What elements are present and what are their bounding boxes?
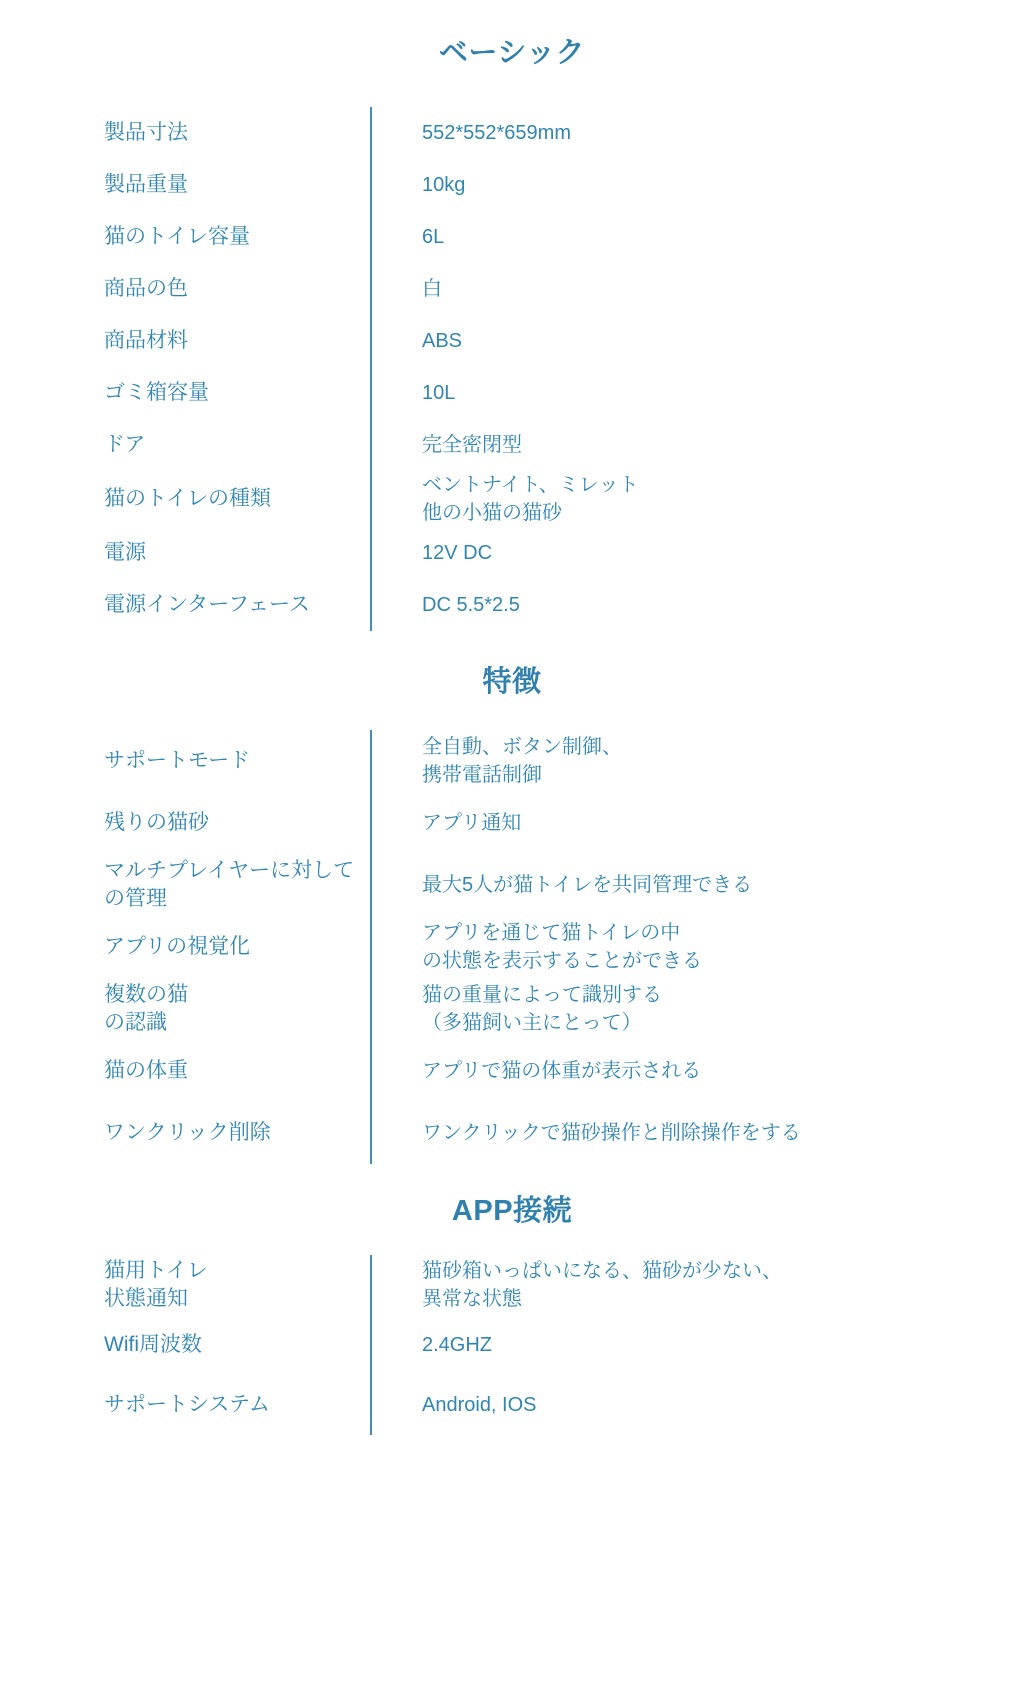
spec-value-line: ABS: [422, 330, 463, 352]
spec-value: [372, 1102, 1024, 1164]
table-row: [0, 579, 1024, 631]
spec-label: [0, 527, 370, 579]
spec-value-line: 白: [422, 278, 442, 300]
spec-value: [372, 1375, 1024, 1435]
spec-value-line: 10L: [422, 382, 456, 404]
spec-value-line: 完全密閉型: [422, 434, 522, 456]
spec-value: [372, 1315, 1024, 1375]
spec-label-line: 商品材料: [104, 329, 188, 353]
spec-table-wrap-basic: [0, 107, 1024, 631]
section-title-features: 特徴: [482, 666, 542, 698]
table-row: [0, 315, 1024, 367]
spec-table-wrap-features: [0, 730, 1024, 1164]
spec-label: [0, 1375, 370, 1435]
table-row: [0, 159, 1024, 211]
spec-value-line: 最大5人が猫トイレを共同管理できる: [422, 874, 753, 896]
spec-value-line: 12V DC: [422, 542, 493, 564]
table-row: [0, 1315, 1024, 1375]
spec-value: [372, 211, 1024, 263]
spec-value-line: ワンクリックで猫砂操作と削除操作をする: [422, 1122, 801, 1144]
spec-value-line: 全自動、ボタン制御、: [422, 736, 622, 758]
spec-table-body-features: [0, 730, 1024, 1164]
spec-value: [372, 471, 1024, 527]
spec-value: [372, 1255, 1024, 1315]
spec-value: [372, 159, 1024, 211]
spec-value: [372, 1040, 1024, 1102]
table-row: [0, 211, 1024, 263]
spec-value-line: 2.4GHZ: [422, 1334, 493, 1356]
spec-label-line: Wifi周波数: [104, 1333, 202, 1357]
table-row: [0, 916, 1024, 978]
table-row: [0, 1255, 1024, 1315]
spec-value-line: 10kg: [422, 174, 466, 196]
table-row: [0, 978, 1024, 1040]
spec-label: [0, 854, 370, 916]
spec-label: [0, 263, 370, 315]
table-row: [0, 1102, 1024, 1164]
spec-value: [372, 854, 1024, 916]
spec-table-features: [0, 730, 1024, 1164]
spec-table-app: [0, 1255, 1024, 1435]
spec-value-line: 猫砂箱いっぱいになる、猫砂が少ない、: [422, 1260, 782, 1282]
section-title-app: APP接続: [451, 1195, 573, 1227]
spec-value-line: 異常な状態: [422, 1288, 522, 1310]
spec-value-line: ベントナイト、ミレット: [422, 474, 639, 496]
spec-label-line: 猫のトイレの種類: [104, 487, 271, 511]
spec-value-line: Android, IOS: [422, 1394, 537, 1416]
section-app: [0, 1188, 1024, 1435]
spec-label: [0, 315, 370, 367]
spec-label-line: 商品の色: [104, 277, 188, 301]
section-title-basic: ベーシック: [438, 37, 586, 69]
table-row: [0, 792, 1024, 854]
table-row: [0, 1040, 1024, 1102]
spec-value: [372, 263, 1024, 315]
spec-label-line: ゴミ箱容量: [104, 381, 209, 405]
spec-label-line: 残りの猫砂: [104, 811, 209, 835]
spec-label: [0, 211, 370, 263]
spec-value-line: の状態を表示することができる: [422, 950, 702, 972]
spec-label: [0, 159, 370, 211]
spec-label-line: サポートモード: [104, 749, 251, 773]
spec-value-line: アプリで猫の体重が表示される: [422, 1060, 702, 1082]
spec-label-line: 電源: [104, 541, 146, 565]
section-features: [0, 659, 1024, 1164]
spec-value-line: 猫の重量によって識別する: [422, 984, 662, 1006]
table-row: [0, 527, 1024, 579]
spec-value-line: 6L: [422, 226, 445, 248]
spec-label-line: サポートシステム: [104, 1393, 270, 1417]
table-row: [0, 854, 1024, 916]
spec-value-line: （多猫飼い主にとって）: [422, 1012, 642, 1034]
table-row: [0, 730, 1024, 792]
spec-label: [0, 419, 370, 471]
spec-label-line: 製品寸法: [104, 121, 188, 145]
spec-value-line: アプリ通知: [422, 812, 522, 834]
spec-value: [372, 107, 1024, 159]
spec-table-body-basic: [0, 107, 1024, 631]
spec-label: [0, 730, 370, 792]
table-row: [0, 367, 1024, 419]
spec-table-wrap-app: [0, 1255, 1024, 1435]
spec-label: [0, 1102, 370, 1164]
spec-value: [372, 730, 1024, 792]
spec-label-line: 製品重量: [104, 173, 188, 197]
spec-label-line: 電源インターフェース: [104, 593, 311, 617]
spec-label: [0, 1040, 370, 1102]
section-basic: [0, 30, 1024, 631]
spec-label: [0, 916, 370, 978]
table-row: [0, 263, 1024, 315]
spec-label-line: の管理: [104, 887, 167, 910]
spec-value-line: 552*552*659mm: [422, 122, 571, 144]
spec-label-line: 猫のトイレ容量: [104, 225, 250, 249]
spec-label: [0, 471, 370, 527]
spec-label: [0, 1255, 370, 1315]
spec-table-basic: [0, 107, 1024, 631]
spec-label-line: 複数の猫: [104, 983, 188, 1007]
spec-value-line: 他の小猫の猫砂: [422, 502, 562, 524]
spec-label-line: 猫用トイレ: [104, 1259, 208, 1283]
spec-value: [372, 792, 1024, 854]
spec-value: [372, 419, 1024, 471]
spec-label: [0, 792, 370, 854]
spec-value-line: DC 5.5*2.5: [422, 594, 520, 616]
spec-label-line: ワンクリック削除: [104, 1121, 271, 1145]
spec-label-line: マルチプレイヤーに対して: [104, 859, 355, 883]
table-row: [0, 1375, 1024, 1435]
spec-value-line: アプリを通じて猫トイレの中: [422, 922, 681, 944]
spec-label: [0, 107, 370, 159]
spec-value-line: 携帯電話制御: [422, 764, 542, 786]
table-row: [0, 471, 1024, 527]
spec-value: [372, 315, 1024, 367]
spec-label-line: 状態通知: [104, 1287, 188, 1310]
spec-label: [0, 978, 370, 1040]
spec-label: [0, 1315, 370, 1375]
spec-value: [372, 367, 1024, 419]
spec-value: [372, 527, 1024, 579]
spec-label-line: ドア: [104, 433, 146, 457]
spec-table-body-app: [0, 1255, 1024, 1435]
spec-label-line: アプリの視覚化: [104, 935, 251, 959]
spec-label: [0, 367, 370, 419]
spec-value: [372, 978, 1024, 1040]
spec-label: [0, 579, 370, 631]
spec-value: [372, 579, 1024, 631]
spec-value: [372, 916, 1024, 978]
spec-label-line: 猫の体重: [104, 1059, 188, 1083]
spec-label-line: の認識: [104, 1011, 167, 1034]
table-row: [0, 107, 1024, 159]
table-row: [0, 419, 1024, 471]
